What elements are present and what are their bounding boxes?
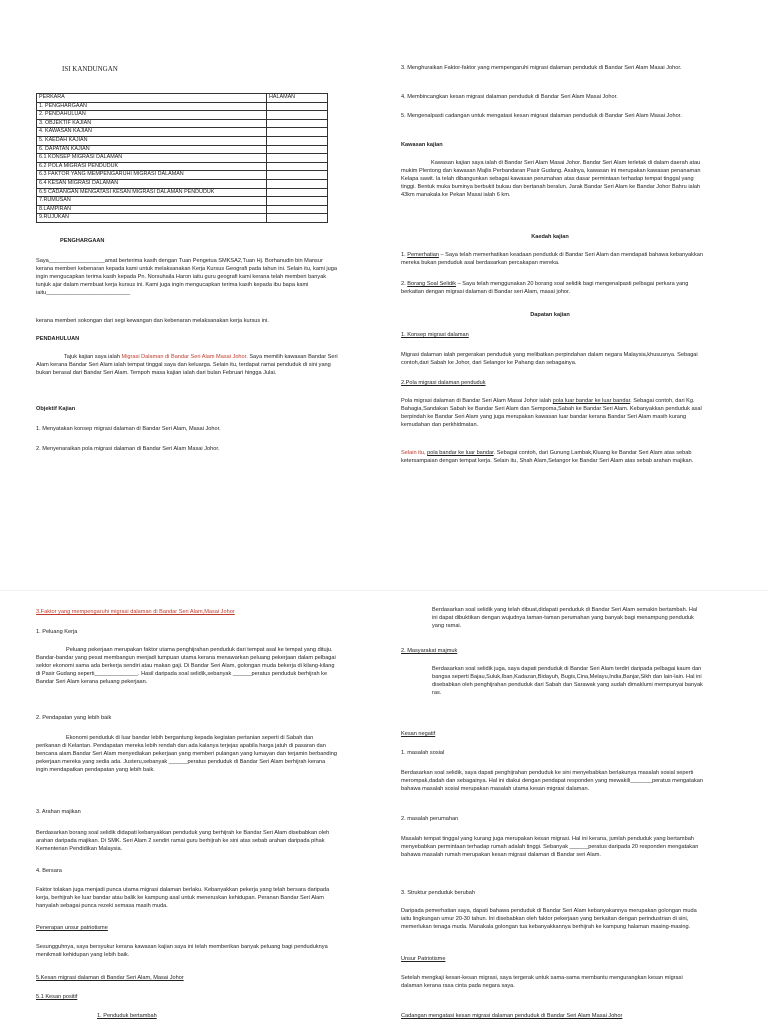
pola-text-1: Pola migrasi dalaman di Bandar Seri Alam Masai Johor ialah (401, 398, 553, 404)
negatif-heading: Kesan negatif (401, 731, 436, 737)
page-gap (0, 590, 768, 591)
toc-row (37, 205, 328, 214)
kaedah-num-1: 1. (401, 252, 408, 258)
faktor-4-heading: 4. Bersara (36, 868, 62, 874)
objektif-item-5: 5. Mengenalpasti cadangan untuk mengatasi kesan migrasi dalaman penduduk di Bandar Seri Alam Masai Johor. (401, 113, 682, 119)
pola-heading: 2.Pola migrasi dalaman penduduk (401, 380, 486, 386)
toc-item-label: 4. KAWASAN KAJIAN (37, 128, 267, 137)
document-page-4 (397, 602, 732, 1024)
faktor-1-paragraph: Peluang pekerjaan merupakan faktor utama penghijrahan penduduk dari tempat asal ke tempat yang dituju. Bandar-bandar yang pesat membangun menjadi tumpuan utama kerana menawarkan peluang pekerjaan dalam pelbagai sektor ekonomi sama ada berkerja sendiri atau makan gaji. Di Bandar Seri Alam, golongan muda bekerja di kilang-kilang di Pasir Gudang seperti______________. Hasil daripada soal selidik,sebanyak ______peratus penduduk berhijrah ke Bandar Seri Alam kerana peluang pekerjaan. (36, 647, 336, 686)
toc-item-label: 7.RUMUSAN (37, 197, 267, 206)
toc-item-page (267, 145, 328, 154)
toc-header-row (37, 94, 328, 103)
toc-item-label: 6.5 CADANGAN MENGATASI KESAN MIGRASI DALAMAN PENDUDUK (37, 188, 267, 197)
kaedah-num-2: 2. (401, 281, 408, 287)
negatif-3-heading: 3. Struktur penduduk berubah (401, 890, 476, 896)
pola-paragraph (401, 397, 703, 429)
negatif-3-paragraph: Daripada pemerhatian saya, dapati bahawa penduduk di Bandar Seri Alam kebanyakannya merupakan golongan muda iaitu lingkungan umur 20-30 tahun. Ini disebabkan oleh faktor pekerjaan yang berkaitan dengan perindustrian di sini, memerlukan tenaga muda. Manakala golongan tua kebanyakkannya berhijrah ke kampung halaman masing-masing. (401, 908, 697, 931)
toc-item-label: 8.LAMPIRAN (37, 205, 267, 214)
majmuk-heading: 2. Masyarakat majmuk (401, 648, 458, 654)
kesan-positif-item-1: 1. Penduduk bertambah (97, 1013, 157, 1019)
toc-item-page (267, 162, 328, 171)
objektif-item-1: 1. Menyatakan konsep migrasi dalaman di Bandar Seri Alam, Masai Johor. (36, 426, 221, 432)
cadangan-heading: Cadangan mengatasi kesan migrasi dalaman penduduk di Bandar Seri Alam Masai Johor (401, 1013, 623, 1019)
toc-row (37, 102, 328, 111)
toc-item-label: 6. DAPATAN KAJIAN (37, 145, 267, 154)
konsep-heading: 1. Konsep migrasi dalaman (401, 332, 469, 338)
toc-item-label: 2. PENDAHULUAN (37, 111, 267, 120)
toc-item-label: 6.1 KONSEP MIGRASI DALAMAN (37, 154, 267, 163)
toc-row (37, 128, 328, 137)
toc-title: ISI KANDUNGAN (62, 65, 118, 73)
negatif-2-paragraph: Masalah tempat tinggal yang kurang juga merupakan kesan migrasi. Hal ini kerana, jumlah penduduk yang bertambah menyebabkan permintaan terhadap rumah adalah tinggi. Sebanyak ______peratus daripada 20 responden mengatakan bahawa masalah rumah merupakan kesan migrasi dalaman di Bandar seri Alam. (401, 836, 699, 859)
toc-item-page (267, 205, 328, 214)
toc-row (37, 154, 328, 163)
toc-row (37, 136, 328, 145)
kaedah-item-1 (401, 251, 703, 267)
toc-row (37, 179, 328, 188)
toc-item-page (267, 171, 328, 180)
toc-item-page (267, 214, 328, 223)
pendahuluan-text-2: Saya memilih kawasan Bandar Seri Alam kerana Bandar Seri Alam ialah tempat tinggal saya dan keluarga. Selain itu, terdapat ramai penduduk di sini yang bukan berasal dari Bandar Seri Alam. Tempoh masa kajian ialah dari bulan Februari hingga Julai. (36, 354, 338, 377)
kaedah-term-2: Borang Soal Selidik (407, 281, 457, 287)
kaedah-heading: Kaedah kajian (531, 234, 569, 240)
pendahuluan-heading: PENDAHULUAN (36, 336, 80, 342)
negatif-1-paragraph: Berdasarkan soal selidik, saya dapati penghijrahan penduduk ke sini menyebabkan berlakunya masalah sosial seperti merompak,dadah dan sebagainya. Hal ini diakui dengan pendapat responden yang mewakili_______peratus mengatakan bahawa masalah sosial merupakan masalah utama kesan migrasi dalaman. (401, 770, 703, 793)
toc-row (37, 188, 328, 197)
kesan-heading: 5.Kesan migrasi dalaman di Bandar Seri Alam, Masai Johor (36, 975, 184, 981)
kaedah-item-2 (401, 280, 703, 296)
toc-header-perkara: PERKARA (37, 94, 267, 103)
selain-text: . Sebagai contoh, dari Gunung Lambak,Kluang ke Bandar Seri Alam atas sebab ketersampaian dengan tempat kerja. Selain itu, Shah Alam,Selangor ke Bandar Seri Alam atas sebab arahan majikan. (401, 450, 694, 465)
toc-item-page (267, 102, 328, 111)
faktor-3-paragraph: Berdasarkan borang soal selidik didapati kebanyakkan penduduk yang berhijrah ke Bandar Seri Alam disebabkan oleh arahan daripada majikan. Di SMK. Seri Alam 2 sendiri ramai guru berhijrah ke sini atas sebab arahan daripada pihak Kementerian Pendidikan Malaysia. (36, 830, 330, 853)
konsep-paragraph: Migrasi dalaman ialah pergerakan penduduk yang melibatkan perpindahan dalam negara Malaysia,khususnya. Sebagai contoh,dari Sabah ke Johor, dari Selangor ke Pahang dan sebagainya. (401, 352, 698, 367)
faktor-3-heading: 3. Arahan majikan (36, 809, 81, 815)
toc-item-label: 6.4 KESAN MIGRASI DALAMAN (37, 179, 267, 188)
faktor-4-paragraph: Faktor tolakan juga menjadi punca utama migrasi dalaman berlaku. Kebanyakkan pekerja yang telah bersara daripada kerja, berhijrah ke luar bandar atau balik ke kampung asal untuk meneruskan kehidupan. Peranan Bandar Seri Alam hanyalah sebagai punca rezeki semasa masih muda. (36, 887, 330, 910)
document-page-2 (397, 60, 732, 580)
toc-item-label: 3. OBJEKTIF KAJIAN (37, 119, 267, 128)
toc-header-halaman: HALAMAN (267, 94, 328, 103)
toc-row (37, 119, 328, 128)
kaedah-text-1: – Saya telah memerhatikan keadaan penduduk di Bandar Seri Alam dan mendapati bahawa kebanyakkan mereka bukan penduduk asal berdasarkan percakapan mereka. (401, 252, 703, 267)
penerapan-heading: Penerapan unsur patriotisme (36, 925, 108, 931)
kesan-positif-heading: 5.1 Kesan positif (36, 994, 78, 1000)
toc-item-page (267, 179, 328, 188)
selain-paragraph (401, 449, 703, 465)
objektif-item-2: 2. Menyenaraikan pola migrasi dalaman di Bandar Seri Alam Masai Johor. (36, 446, 220, 452)
kawasan-heading: Kawasan kajian (401, 142, 443, 148)
document-page-1 (30, 60, 365, 580)
dapatan-heading: Dapatan kajian (530, 312, 570, 318)
majmuk-paragraph: Berdasarkan soal selidik juga, saya dapati penduduk di Bandar Seri Alam terdiri daripada pelbagai kaum dan bangsa seperti Bajau,Suluk,Iban,Kadazan,Bidayuh, Bugis,Cina,Melayu,India,Banjar,Sikh dan lain-lain. Hal ini disebabkan oleh penghijrahan penduduk dari Sabah dan Sarawak yang sudah dimaklumi mempunyai banyak ras. (432, 666, 703, 697)
objektif-item-4: 4. Membincangkan kesan migrasi dalaman penduduk di Bandar Seri Alam Masai Johor. (401, 94, 618, 100)
toc-item-page (267, 128, 328, 137)
toc-item-label: 1. PENGHARGAAN (37, 102, 267, 111)
selain-term: pola bandar ke luar bandar (427, 450, 494, 456)
toc-item-page (267, 197, 328, 206)
toc-item-page (267, 136, 328, 145)
penduduk-paragraph: Berdasarkan soal selidik yang telah dibuat,didapati penduduk di Bandar Seri Alam semakin bertambah. Hal ini dapat dibuktikan dengan wujudnya taman-taman perumahan yang banyak bagi menampung penduduk yang ramai. (432, 607, 698, 630)
pendahuluan-text-1: Tajuk kajian saya ialah (64, 354, 122, 360)
kaedah-term-1: Pemerhatian (407, 252, 439, 258)
toc-item-label: 6.3 FAKTOR YANG MEMPENGARUHI MIGRASI DALAMAN (37, 171, 267, 180)
objektif-heading: Objektif Kajian (36, 406, 76, 412)
toc-row (37, 145, 328, 154)
toc-row (37, 171, 328, 180)
toc-item-page (267, 154, 328, 163)
negatif-2-heading: 2. masalah perumahan (401, 816, 459, 822)
pendahuluan-paragraph (36, 353, 338, 377)
toc-row (37, 162, 328, 171)
penghargaan-paragraph: Saya__________________amat berterima kasih dengan Tuan Pengetua SMKSA2,Tuan Hj. Borhanudin bin Mansur kerana memberi kebenaran kepada kami untuk melaksanakan Kerja Kursus Geografi pada tahun ini. Selain itu, kami juga ingin mengucapkan terima kasih kepada Pn. Norsuhaila Haron iaitu guru geografi kami kerana telah memberi banyak tunjuk ajar dalam membuat kerja kursus ini. Kami juga ingin mengucapkan terima kasih kepada ibu bapa kami iaitu___________________________ (36, 258, 337, 297)
toc-table (36, 93, 328, 223)
toc-item-page (267, 111, 328, 120)
penghargaan-heading: PENGHARGAAN (60, 238, 105, 244)
penghargaan-paragraph-2: kerana memberi sokongan dari segi kewangan dan kebenaran melaksanakan kerja kursus ini. (36, 318, 269, 324)
patriotisme-heading: Unsur Patriotisme (401, 956, 446, 962)
toc-row (37, 197, 328, 206)
faktor-heading: 3.Faktor yang mempengaruhi migrasi dalaman di Bandar Seri Alam,Masai Johor (36, 609, 235, 615)
toc-item-label: 5. KAEDAH KAJIAN (37, 136, 267, 145)
pendahuluan-title-red: Migrasi Dalaman di Bandar Seri Alam Masai Johor. (121, 354, 248, 360)
objektif-item-3: 3. Menghuraikan Faktor-faktor yang mempengaruhi migrasi dalaman penduduk di Bandar Seri Alam Masai Johor. (401, 65, 682, 71)
patriotisme-paragraph: Setelah mengkaji kesan-kesan migrasi, saya tergerak untuk sama-sama membantu mengurangkan kesan migrasi dalaman kerana rasa cinta pada negara saya. (401, 975, 683, 990)
penerapan-paragraph: Sesungguhnya, saya bersyukur kerana kawasan kajian saya ini telah memberikan banyak peluang bagi penduduknya menikmati kehidupan yang lebih baik. (36, 944, 328, 959)
toc-item-page (267, 188, 328, 197)
pola-term: pola luar bandar ke luar bandar (552, 398, 631, 404)
document-page-3 (30, 602, 365, 1024)
negatif-1-heading: 1. masalah sosial (401, 750, 445, 756)
faktor-2-paragraph: Ekonomi penduduk di luar bandar lebih bergantung kepada kegiatan pertanian seperti di Sabah dan perikanan di Kelantan. Pendapatan mereka lebih rendah dan ada kalanya terjejas apabila harga jatuh di pasaran dan bencana alam.Bandar Seri Alam menyediakan pekerjaan yang memberi pulangan yang lumayan dan terjamin berbanding pekerjaan mereka yang sedia ada. Justeru,sebanyak ______peratus penduduk di Bandar Seri Alam berhijrah kerana ingin mendapatkan pendapatan yang lebih baik. (36, 735, 338, 774)
toc-item-label: 9.RUJUKAN (37, 214, 267, 223)
toc-row (37, 214, 328, 223)
toc-item-label: 6.2 POLA MIGRASI PENDUDUK (37, 162, 267, 171)
faktor-1-heading: 1. Peluang Kerja (36, 629, 78, 635)
kawasan-paragraph: Kawasan kajian saya ialah di Bandar Seri Alam Masai Johor. Bandar Seri Alam terletak di dalam daerah atau mukim Plentong dan kawasan Majlis Perbandaran Pasir Gudang. Asalnya, kawasan ini merupakan kawasan penanaman Kelapa sawit. Ia telah dibangunkan sebagai kawasan perumahan atas dasar permintaan terhadap tempat tinggal yang tinggi. Bentuk muka buminya berbukit bukau dan bertanah beralun. Jarak Bandar Seri Alam ke Bandar Johor Bahru ialah 43km manakala ke Pekan Masai ialah 6 km. (401, 160, 701, 199)
toc-row (37, 111, 328, 120)
kaedah-text-2: – Saya telah menggunakan 20 borang soal selidik bagi mengenalpasti pelbagai perkara yang berkaitan dengan migrasi dalaman di Bandar seri Alam, masai johor. (401, 281, 689, 296)
toc-item-page (267, 119, 328, 128)
faktor-2-heading: 2. Pendapatan yang lebih baik (36, 715, 112, 721)
pola-text-2: . Sebagai contoh, dari Kg. Bahagia,Sandakan Sabah ke Bandar Seri Alam dan Sempoma,Sabah ke Bandar Seri Alam. Kebanyakkan penduduk asal berpindah ke Bandar Seri Alam yang juga merupakan kawasan luar bandar kerana Bandar Seri Alam masih kurang kemudahan dan perkhidmatan. (401, 398, 702, 429)
selain-red: Selain itu, (401, 450, 428, 456)
